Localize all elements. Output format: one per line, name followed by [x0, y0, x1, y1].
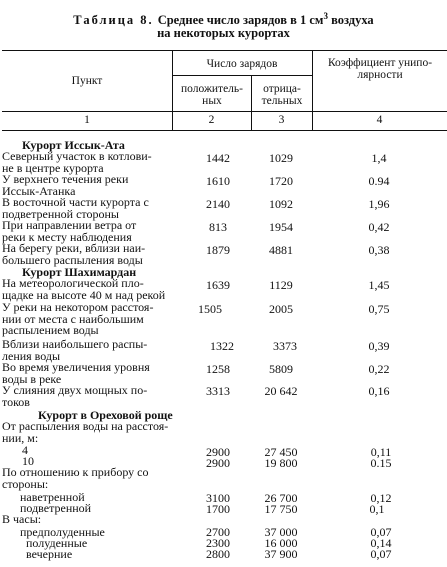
- positive-value: 1639: [206, 278, 230, 292]
- group-label-line: От распыления воды на расстоя-: [2, 419, 169, 433]
- table-row-label: 10: [22, 454, 34, 468]
- row-label-line: ления воды: [2, 348, 61, 363]
- group-label-hours: [2, 514, 41, 526]
- coefficient-value: 0.15: [370, 456, 392, 470]
- negative-value: 4881: [269, 243, 293, 257]
- row-label-line: Вблизи наибольшего распы-: [2, 337, 148, 351]
- table-row-label: [2, 197, 149, 220]
- charges-subheader-rule: [172, 75, 312, 76]
- table-row-label: [2, 151, 152, 174]
- coefficient-value: 0,11: [370, 445, 392, 459]
- header-coefficient-line-2: лярности: [357, 69, 403, 81]
- positive-value: 2700: [206, 525, 230, 539]
- positive-value: 2900: [206, 456, 230, 470]
- section-title-issyk-ata: Курорт Иссык-Ата: [22, 138, 125, 152]
- group-label-line: По отношению к прибору со: [2, 465, 149, 479]
- coefficient-value: 0,39: [368, 339, 390, 353]
- row-label-line: Иссык-Атанка: [2, 183, 76, 198]
- row-label-line: На метеорологической пло-: [2, 276, 144, 290]
- negative-value: 19 800: [264, 456, 298, 470]
- table-row-label: [2, 302, 153, 337]
- row-label-line: Во время увеличения уровня: [2, 360, 150, 374]
- table-row-label: полуденные: [26, 536, 88, 550]
- table-row-label: [2, 243, 145, 266]
- caption-superscript: 3: [323, 10, 328, 21]
- coefficient-value: 0,38: [368, 243, 390, 257]
- header-charges: Число зарядов: [206, 58, 278, 70]
- table-row-label: [2, 174, 128, 197]
- coefficient-value: 1,45: [368, 278, 390, 292]
- row-label-line: У реки на некотором расстоя-: [2, 300, 154, 314]
- header-negative-line-2: тельных: [261, 95, 303, 107]
- negative-value: 37 000: [264, 525, 298, 539]
- header-coefficient-line-1: Коэффициент унипо-: [327, 57, 433, 69]
- positive-value: 3100: [206, 491, 230, 505]
- negative-value: 37 900: [264, 547, 298, 561]
- negative-value: 1954: [269, 220, 293, 234]
- positive-value: 1258: [206, 362, 230, 376]
- negative-value: 20 642: [264, 384, 298, 398]
- negative-value: 1092: [269, 197, 293, 211]
- row-label-line: При направлении ветра от: [2, 218, 137, 232]
- row-label-line: большего распыления воды: [2, 252, 143, 267]
- coefficient-value: 0.94: [368, 174, 390, 188]
- header-point: Пункт: [71, 75, 103, 87]
- row-label-line: воды в реке: [2, 371, 62, 386]
- table-row-label: предполуденные: [20, 525, 105, 539]
- table-row-label: [2, 362, 150, 385]
- positive-value: 2800: [206, 547, 230, 561]
- row-label-line: не в центре курорта: [2, 160, 104, 175]
- coefficient-value: 0,14: [370, 536, 392, 550]
- caption-line-2: на некоторых курортах: [157, 26, 290, 40]
- group-label-line: нии, м:: [2, 430, 39, 445]
- header-positive-line-2: ных: [202, 95, 222, 107]
- group-label-line: стороны:: [2, 476, 49, 491]
- row-label-line: Северный участок в котлови-: [2, 149, 152, 163]
- table-row-label: [2, 278, 165, 301]
- negative-value: 1720: [269, 174, 293, 188]
- negative-value: 5809: [269, 362, 293, 376]
- table-row-label: [2, 385, 147, 408]
- row-label-line: щадке на высоте 40 м над рекой: [2, 287, 166, 302]
- section-title-shakhimardan: Курорт Шахимардан: [22, 265, 137, 279]
- positive-value: 1700: [206, 502, 230, 516]
- positive-value: 2900: [206, 445, 230, 459]
- negative-value: 16 000: [264, 536, 298, 550]
- row-label-line: распылением воды: [2, 323, 99, 337]
- negative-value: 26 700: [264, 491, 298, 505]
- column-number-3: 3: [278, 114, 285, 126]
- header-positive-line-1: положитель-: [181, 83, 243, 95]
- header-bottom-rule: [2, 111, 447, 112]
- header-coefficient: [313, 57, 447, 81]
- coefficient-value: 0,12: [370, 491, 392, 505]
- header-negative: [252, 83, 312, 107]
- table-caption: [0, 10, 447, 40]
- coefficient-value: 1,96: [368, 197, 390, 211]
- table-row-label: вечерние: [26, 547, 73, 561]
- coefficient-value: 0,07: [370, 547, 392, 561]
- coefficient-value: 0,16: [368, 384, 390, 398]
- negative-value: 17 750: [264, 502, 298, 516]
- row-label-line: реки к месту наблюдения: [2, 229, 132, 244]
- group-label-distance: [2, 421, 168, 444]
- negative-value: 1029: [269, 151, 293, 165]
- positive-value: 813: [209, 220, 227, 234]
- positive-value: 1442: [206, 151, 230, 165]
- positive-value: 2140: [206, 197, 230, 211]
- column-numbers-rule: [2, 130, 447, 131]
- row-label-line: В восточной части курорта с: [2, 195, 149, 209]
- positive-value: 2300: [206, 536, 230, 550]
- caption-title-end: воздуха: [327, 13, 374, 27]
- positive-value: 1322: [210, 339, 234, 353]
- table-row-label: [2, 220, 136, 243]
- header-negative-line-1: отрица-: [263, 83, 301, 95]
- row-label-line: подветренной стороны: [2, 206, 119, 221]
- row-label-line: токов: [2, 394, 30, 409]
- table-number: Таблица 8.: [73, 13, 154, 27]
- column-number-4: 4: [376, 114, 383, 126]
- caption-title: Среднее число зарядов в 1 см: [157, 13, 324, 27]
- group-label-side: [2, 467, 149, 490]
- column-number-1: 1: [84, 114, 90, 126]
- table-top-rule: [2, 50, 447, 51]
- positive-value: 1610: [206, 174, 230, 188]
- header-positive: [173, 83, 251, 107]
- table-row-label: [2, 339, 147, 362]
- table-row-label: 4: [22, 443, 28, 457]
- row-label-line: У слияния двух мощных по-: [2, 383, 148, 397]
- row-label-line: нии от места с наибольшим: [2, 311, 144, 326]
- coefficient-value: 0,22: [368, 362, 390, 376]
- positive-value: 1879: [206, 243, 230, 257]
- group-label-line: В часы:: [2, 512, 42, 526]
- section-title-orekhovaya-roshcha: Курорт в Ореховой роще: [38, 408, 173, 422]
- table-row-label: наветренной: [20, 490, 85, 504]
- coefficient-value: 0,42: [368, 220, 390, 234]
- negative-value: 2005: [269, 302, 293, 316]
- coefficient-value: 0,75: [368, 302, 390, 316]
- row-label-line: На берегу реки, вблизи наи-: [2, 241, 146, 255]
- positive-value: 1505: [198, 302, 222, 316]
- row-label-line: У верхнего течения реки: [2, 172, 129, 186]
- negative-value: 3373: [273, 339, 297, 353]
- negative-value: 27 450: [264, 445, 298, 459]
- table-row-label: подветренной: [20, 501, 92, 515]
- positive-value: 3313: [206, 384, 230, 398]
- column-number-2: 2: [208, 114, 215, 126]
- coefficient-value: 0,07: [370, 525, 392, 539]
- coefficient-value: 0,1: [369, 502, 385, 516]
- negative-value: 1129: [269, 278, 293, 292]
- coefficient-value: 1,4: [371, 151, 387, 165]
